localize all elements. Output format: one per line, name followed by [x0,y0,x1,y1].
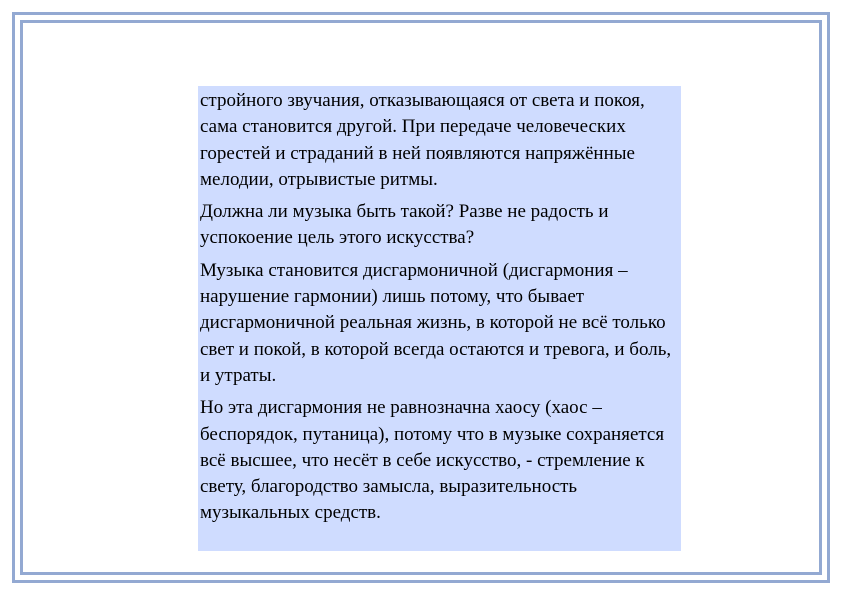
paragraph-4: Но эта дисгармония не равнозначна хаосу (хаос – беспорядок, путаница), потому что в музыке сохраняется всё высшее, что несёт в себе искусство, - стремление к свету, благородство замысла, выразительность музыкальных средств. [200,397,665,524]
slide-text-box [198,86,681,551]
paragraph-3: Музыка становится дисгармоничной (дисгармония – нарушение гармонии) лишь потому, что бывает дисгармоничной реальная жизнь, в которой не всё только свет и покой, в которой всегда остаются и тревога, и боль, и утраты. [200,259,672,386]
paragraph-1: стройного звучания, отказывающаяся от света и покоя, сама становится другой. При передаче человеческих горестей и страданий в ней появляются напряжённые мелодии, отрывистые ритмы. [200,90,645,190]
paragraph-2: Должна ли музыка быть такой? Разве не радость и успокоение цель этого искусства? [200,201,609,249]
